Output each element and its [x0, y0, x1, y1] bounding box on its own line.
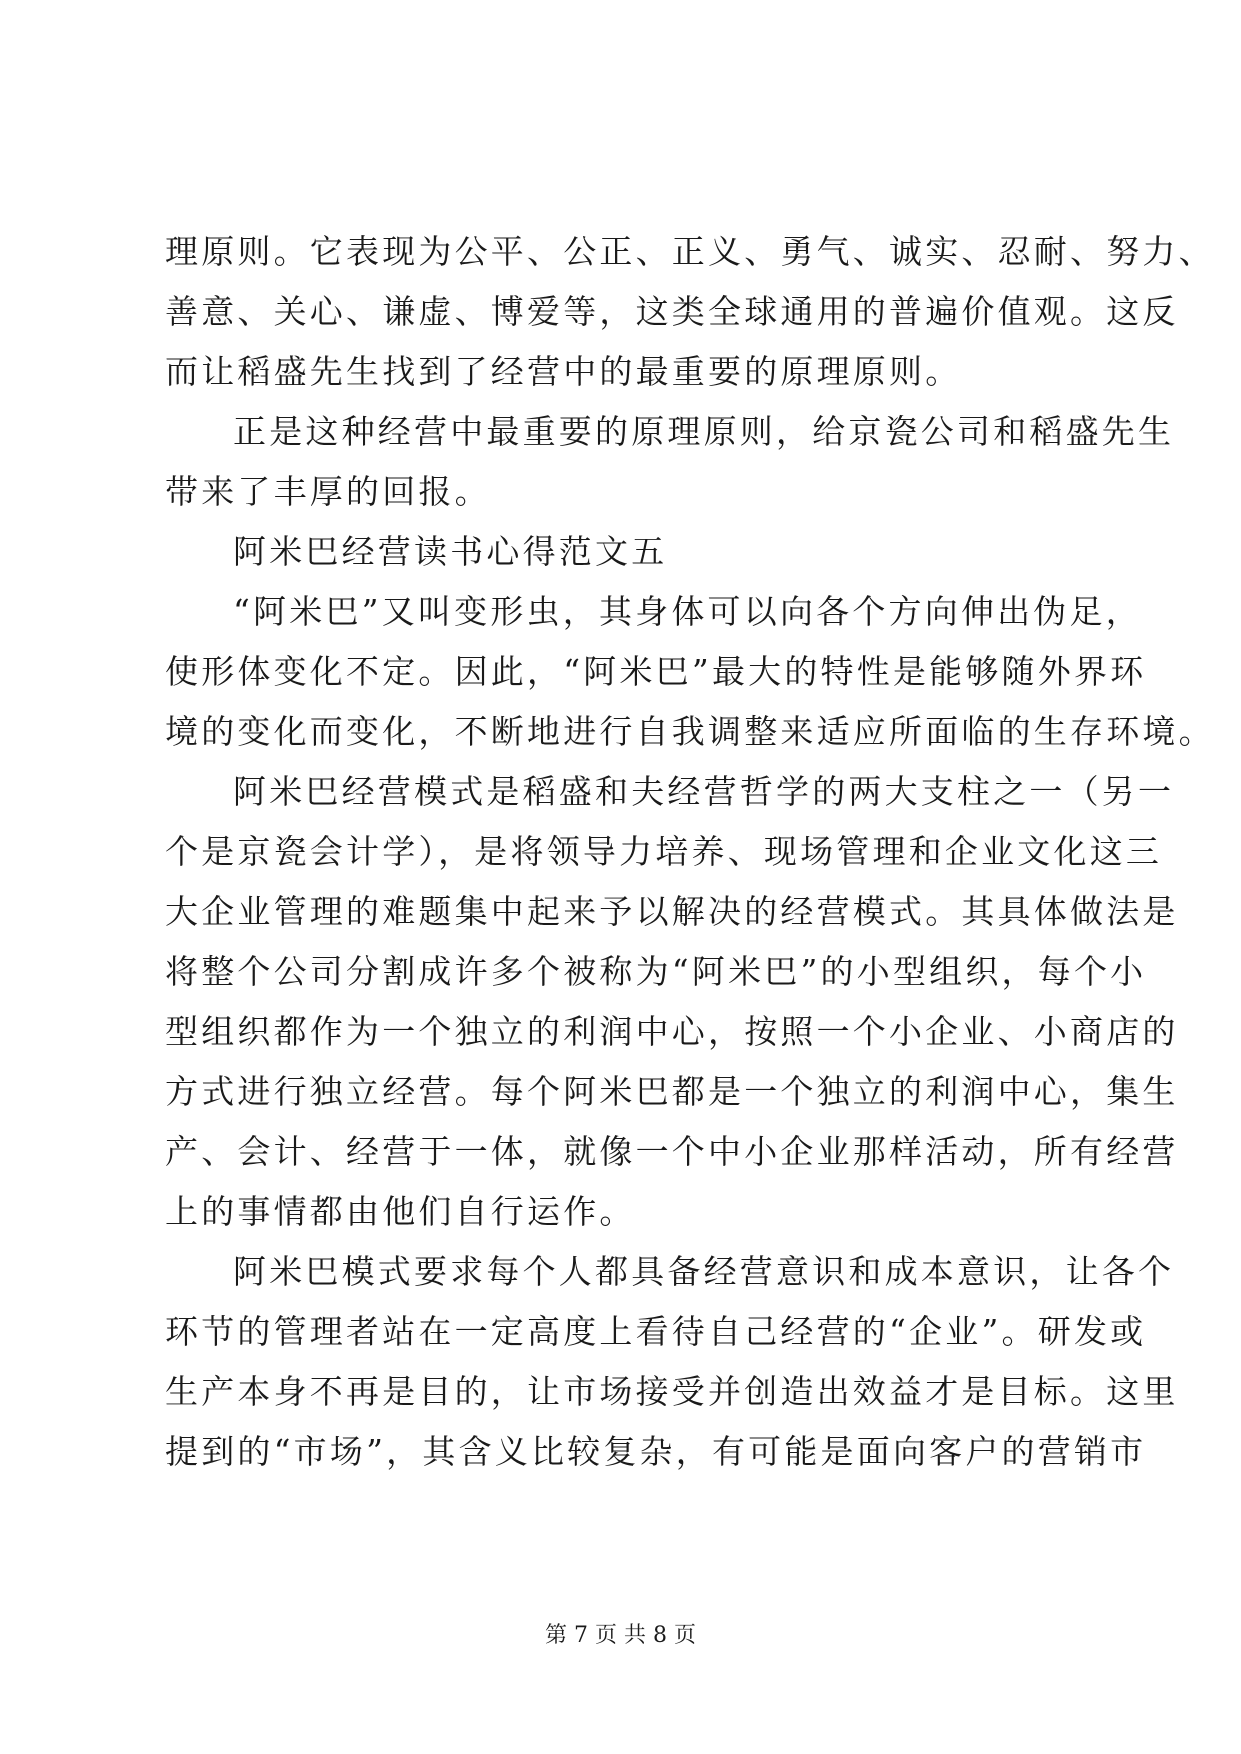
- paragraph-start-line: “阿米巴”又叫变形虫，其身体可以向各个方向伸出伪足，: [233, 592, 1142, 631]
- section-heading: 阿米巴经营读书心得范文五: [233, 532, 668, 571]
- text-line: 个是京瓷会计学），是将领导力培养、现场管理和企业文化这三: [165, 832, 1163, 871]
- paragraph-start-line: 阿米巴模式要求每个人都具备经营意识和成本意识，让各个: [233, 1252, 1175, 1291]
- text-line: 善意、关心、谦虚、博爱等，这类全球通用的普遍价值观。这反: [165, 292, 1179, 331]
- paragraph-start-line: 阿米巴经营模式是稻盛和夫经营哲学的两大支柱之一（另一: [233, 772, 1175, 811]
- text-line: 将整个公司分割成许多个被称为“阿米巴”的小型组织，每个小: [165, 952, 1147, 991]
- text-line: 大企业管理的难题集中起来予以解决的经营模式。其具体做法是: [165, 892, 1179, 931]
- text-line: 上的事情都由他们自行运作。: [165, 1192, 636, 1231]
- text-line: 带来了丰厚的回报。: [165, 472, 491, 511]
- text-line: 环节的管理者站在一定高度上看待自己经营的“企业”。研发或: [165, 1312, 1147, 1351]
- text-line: 理原则。它表现为公平、公正、正义、勇气、诚实、忍耐、努力、: [165, 232, 1215, 271]
- text-line: 生产本身不再是目的，让市场接受并创造出效益才是目标。这里: [165, 1372, 1179, 1411]
- text-line: 方式进行独立经营。每个阿米巴都是一个独立的利润中心，集生: [165, 1072, 1179, 1111]
- text-line: 使形体变化不定。因此，“阿米巴”最大的特性是能够随外界环: [165, 652, 1147, 691]
- text-line: 提到的“市场”，其含义比较复杂，有可能是面向客户的营销市: [165, 1432, 1147, 1471]
- text-line: 而让稻盛先生找到了经营中的最重要的原理原则。: [165, 352, 962, 391]
- document-body: [165, 232, 1215, 1492]
- text-line: 型组织都作为一个独立的利润中心，按照一个小企业、小商店的: [165, 1012, 1179, 1051]
- paragraph-start-line: 正是这种经营中最重要的原理原则，给京瓷公司和稻盛先生: [233, 412, 1175, 451]
- text-line: 产、会计、经营于一体，就像一个中小企业那样活动，所有经营: [165, 1132, 1179, 1171]
- text-line: 境的变化而变化，不断地进行自我调整来适应所面临的生存环境。: [165, 712, 1215, 751]
- page-number-footer: 第 7 页 共 8 页: [545, 1623, 696, 1648]
